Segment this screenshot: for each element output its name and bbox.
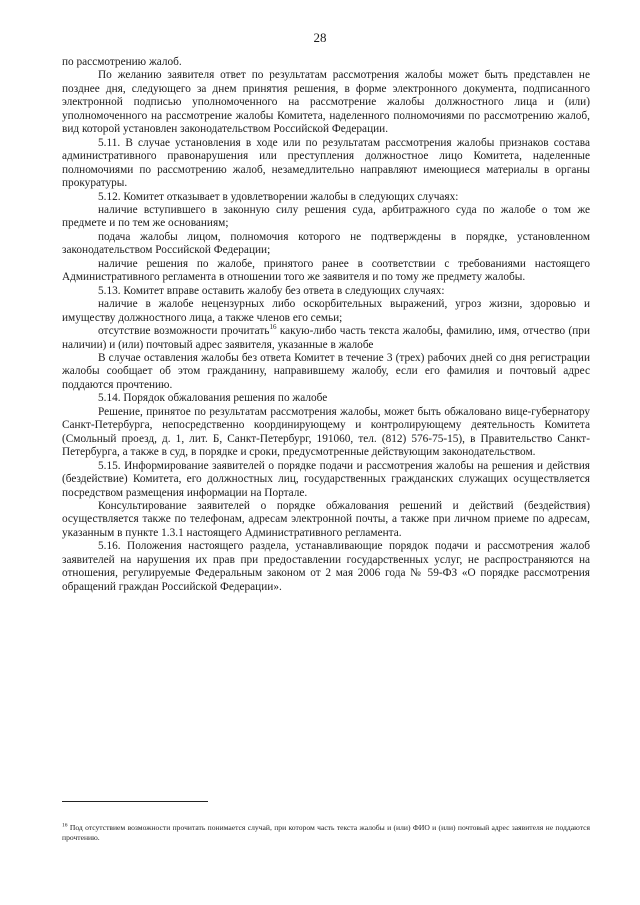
footnote bbox=[62, 823, 590, 843]
list-item: подача жалобы лицом, полномочия которого не подтверждены в порядке, установленном законодательством Российской Федерации; bbox=[62, 230, 590, 257]
list-item bbox=[62, 325, 590, 352]
body-text bbox=[62, 56, 590, 594]
section-heading: 5.14. Порядок обжалования решения по жалобе bbox=[98, 392, 328, 405]
footnote-marker: 16 bbox=[62, 822, 68, 829]
paragraph-text-before-footnote: отсутствие возможности прочитать bbox=[98, 325, 270, 338]
list-item: наличие решения по жалобе, принятого ранее в соответствии с требованиями настоящего Административного регламента в отношении того же заявителя и по тому же предмету жалобы. bbox=[62, 257, 590, 284]
paragraph: 5.16. Положения настоящего раздела, устанавливающие порядок подачи и рассмотрения жалоб заявителей на нарушения их прав при предоставлении государственных услуг, не распространяются на отношения, регулируемые Федеральным законом от 2 мая 2006 года № 59-ФЗ «О порядке рассмотрения обращений граждан Российской Федерации». bbox=[62, 540, 590, 593]
paragraph: 5.15. Информирование заявителей о порядке подачи и рассмотрения жалобы на решения и действия (бездействие) Комитета, его должностных лиц, государственных гражданских служащих осуществляется посредством размещения информации на Портале. bbox=[62, 459, 590, 499]
list-item: наличие в жалобе нецензурных либо оскорбительных выражений, угроз жизни, здоровью и имуществу должностного лица, а также членов его семьи; bbox=[62, 298, 590, 324]
paragraph-text-after-footnote: какую-либо часть текста жалобы, фамилию, имя, отчество (при наличии) и (или) почтовый адрес заявителя, указанные в жалобе bbox=[62, 325, 590, 351]
paragraph: Решение, принятое по результатам рассмотрения жалобы, может быть обжаловано вице-губернатору Санкт-Петербурга, непосредственно координирующему и контролирующему деятельность Комитета (Смольный проезд, д. 1, лит. Б, Санкт-Петербург, 191060, тел. (812) 576-75-15), в Правительство Санкт-Петербурга, а также в суд, в порядке и сроки, предусмотренные действующим законодательством. bbox=[62, 405, 590, 459]
paragraph: Консультирование заявителей о порядке обжалования решений и действий (бездействия) осуществляется также по телефонам, адресам электронной почты, а также при личном приеме по адресам, указанным в пункте 1.3.1 настоящего Административного регламента. bbox=[62, 499, 590, 539]
section-heading: 5.13. Комитет вправе оставить жалобу без ответа в следующих случаях: bbox=[98, 284, 445, 297]
paragraph: 5.11. В случае установления в ходе или по результатам рассмотрения жалобы признаков состава административного правонарушения или преступления должностное лицо Комитета, наделенные полномочиями по рассмотрению жалоб, незамедлительно направляют имеющиеся материалы в органы прокуратуры. bbox=[62, 136, 590, 190]
paragraph: В случае оставления жалобы без ответа Комитет в течение 3 (трех) рабочих дней со дня регистрации жалобы сообщает об этом гражданину, направившему жалобу, если его фамилия и почтовый адрес поддаются прочтению. bbox=[62, 351, 590, 391]
page-number: 28 bbox=[313, 30, 327, 45]
footnote-divider bbox=[62, 801, 208, 802]
section-heading: 5.12. Комитет отказывает в удовлетворении жалобы в следующих случаях: bbox=[98, 190, 459, 203]
footnote-text: Под отсутствием возможности прочитать понимается случай, при котором часть текста жалобы и (или) ФИО и (или) почтовый адрес заявителя не поддаются прочтению. bbox=[62, 823, 590, 842]
paragraph: по рассмотрению жалоб. bbox=[62, 56, 182, 68]
list-item: наличие вступившего в законную силу решения суда, арбитражного суда по жалобе о том же предмете и по тем же основаниям; bbox=[62, 203, 590, 230]
footnote-reference: 16 bbox=[269, 323, 277, 332]
paragraph: По желанию заявителя ответ по результатам рассмотрения жалобы может быть представлен не позднее дня, следующего за днем принятия решения, в форме электронного документа, подписанного электронной подписью уполномоченного на рассмотрение жалобы должностного лица и (или) уполномоченного на рассмотрение жалобы Комитета, наделенного полномочиями по рассмотрению жалоб, вид которой установлен законодательством Российской Федерации. bbox=[62, 69, 590, 136]
